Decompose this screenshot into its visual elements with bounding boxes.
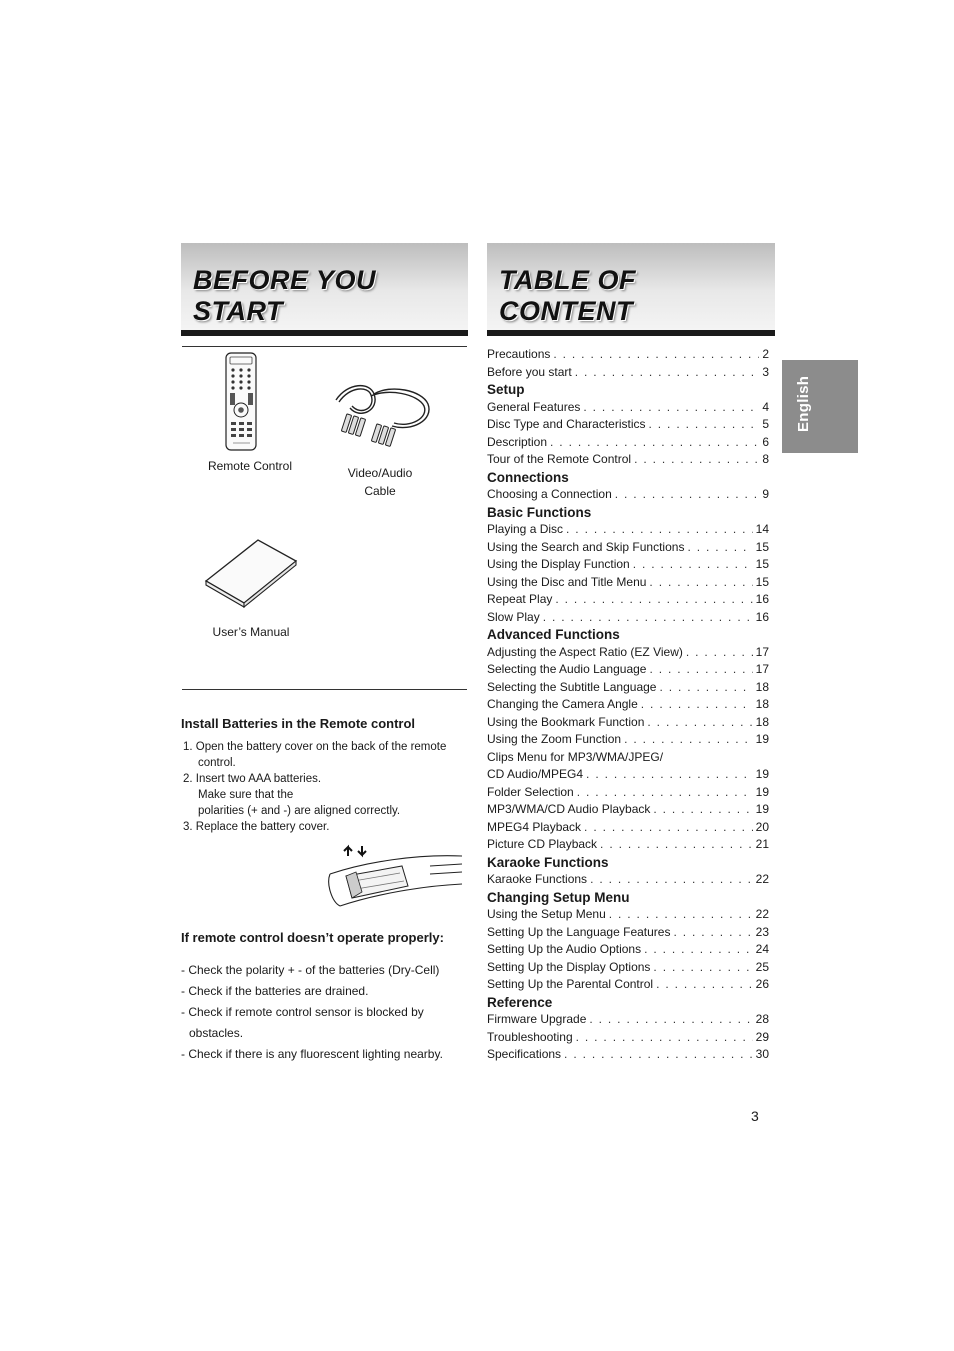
table-of-contents bbox=[487, 346, 769, 1064]
before-you-start-header bbox=[181, 243, 468, 336]
toc-entry[interactable]: Changing the Camera Angle . . . 18 bbox=[487, 696, 769, 714]
toc-group-advanced bbox=[487, 626, 769, 854]
toc-entry[interactable]: Setting Up the Display Options . . . 25 bbox=[487, 959, 769, 977]
toc-entry[interactable]: Clips Menu for MP3/WMA/JPEG/ bbox=[487, 749, 664, 764]
toc-group-title: Karaoke Functions bbox=[487, 854, 609, 870]
toc-entry[interactable]: Adjusting the Aspect Ratio (EZ View) . . . 17 bbox=[487, 644, 769, 662]
remote-control-caption: Remote Control bbox=[207, 459, 293, 473]
install-step: control. bbox=[198, 757, 236, 769]
toc-entry[interactable]: Setting Up the Audio Options . . . 24 bbox=[487, 941, 769, 959]
toc-group-title: Basic Functions bbox=[487, 504, 592, 520]
toc-entry[interactable]: Precautions . . . 2 bbox=[487, 346, 769, 364]
toc-group-reference bbox=[487, 994, 769, 1064]
toc-entry[interactable]: Using the Bookmark Function . . . 18 bbox=[487, 714, 769, 732]
toc-entry[interactable]: Before you start . . . 3 bbox=[487, 364, 769, 382]
accessories-top-rule bbox=[182, 346, 467, 347]
install-batteries-heading: Install Batteries in the Remote control bbox=[181, 716, 416, 731]
video-audio-cable-caption: Video/Audio Cable bbox=[347, 466, 413, 498]
toc-entry[interactable]: Repeat Play . . . 16 bbox=[487, 591, 769, 609]
toc-entry[interactable]: MP3/WMA/CD Audio Playback . . . 19 bbox=[487, 801, 769, 819]
toc-group-title: Changing Setup Menu bbox=[487, 889, 630, 905]
toc-group-setup bbox=[487, 381, 769, 469]
table-of-content-title: TABLE OF CONTENT bbox=[499, 265, 636, 326]
toc-group-basic bbox=[487, 504, 769, 627]
toc-group-setup-menu bbox=[487, 889, 769, 994]
toc-entry[interactable]: CD Audio/MPEG4 . . . 19 bbox=[487, 766, 769, 784]
toc-entry[interactable]: Troubleshooting . . . 29 bbox=[487, 1029, 769, 1047]
language-tab-label: English bbox=[795, 375, 812, 432]
remote-trouble-list bbox=[181, 960, 471, 1065]
toc-entry[interactable]: Disc Type and Characteristics . . . 5 bbox=[487, 416, 769, 434]
trouble-item: - Check if there is any fluorescent lighting nearby. bbox=[181, 1047, 443, 1061]
language-tab bbox=[782, 360, 858, 453]
toc-entry[interactable]: Tour of the Remote Control . . . 8 bbox=[487, 451, 769, 469]
install-step: Make sure that the bbox=[198, 789, 294, 801]
toc-entry[interactable]: Selecting the Audio Language . . . 17 bbox=[487, 661, 769, 679]
toc-entry[interactable]: Using the Zoom Function . . . 19 bbox=[487, 731, 769, 749]
toc-entry[interactable]: Karaoke Functions . . . 22 bbox=[487, 871, 769, 889]
remote-trouble-heading: If remote control doesn’t operate properly: bbox=[181, 930, 444, 945]
install-step: 3. Replace the battery cover. bbox=[183, 821, 330, 833]
toc-entry[interactable]: Slow Play . . . 16 bbox=[487, 609, 769, 627]
trouble-item: - Check if remote control sensor is blocked by bbox=[181, 1005, 424, 1019]
trouble-item: - Check if the batteries are drained. bbox=[181, 984, 369, 998]
toc-group-connections bbox=[487, 469, 769, 504]
toc-intro-group bbox=[487, 346, 769, 381]
toc-group-title: Advanced Functions bbox=[487, 627, 620, 642]
install-step: 2. Insert two AAA batteries. bbox=[183, 773, 322, 785]
install-step: polarities (+ and -) are aligned correctly. bbox=[198, 805, 401, 817]
table-of-content-header bbox=[487, 243, 775, 336]
accessories-bottom-rule bbox=[182, 689, 467, 690]
install-step: 1. Open the battery cover on the back of the remote bbox=[183, 741, 447, 753]
toc-entry[interactable]: Selecting the Subtitle Language . . . 18 bbox=[487, 679, 769, 697]
toc-entry[interactable]: Picture CD Playback . . . 21 bbox=[487, 836, 769, 854]
trouble-item: - Check the polarity + - of the batteries (Dry-Cell) bbox=[181, 963, 440, 977]
before-you-start-title: BEFORE YOU START bbox=[193, 265, 377, 326]
toc-entry[interactable]: Specifications . . . 30 bbox=[487, 1046, 769, 1064]
toc-entry[interactable]: Using the Disc and Title Menu . . . 15 bbox=[487, 574, 769, 592]
toc-group-title: Setup bbox=[487, 382, 525, 397]
toc-entry[interactable]: Playing a Disc . . . 14 bbox=[487, 521, 769, 539]
toc-group-title: Reference bbox=[487, 994, 553, 1010]
toc-group-karaoke bbox=[487, 854, 769, 889]
toc-entry[interactable]: MPEG4 Playback . . . 20 bbox=[487, 819, 769, 837]
users-manual-illustration bbox=[204, 539, 298, 607]
remote-control-illustration bbox=[224, 352, 260, 452]
page-number: 3 bbox=[751, 1108, 759, 1124]
toc-entry[interactable]: Folder Selection . . . 19 bbox=[487, 784, 769, 802]
trouble-item: obstacles. bbox=[189, 1026, 244, 1040]
toc-entry[interactable]: Choosing a Connection . . . 9 bbox=[487, 486, 769, 504]
toc-entry[interactable]: General Features . . . 4 bbox=[487, 399, 769, 417]
video-audio-cable-illustration bbox=[330, 380, 434, 450]
toc-entry[interactable]: Using the Search and Skip Functions . . . 15 bbox=[487, 539, 769, 557]
toc-entry[interactable]: Firmware Upgrade . . . 28 bbox=[487, 1011, 769, 1029]
toc-entry[interactable]: Using the Setup Menu . . . 22 bbox=[487, 906, 769, 924]
toc-entry[interactable]: Setting Up the Language Features . . . 23 bbox=[487, 924, 769, 942]
toc-entry[interactable]: Description . . . 6 bbox=[487, 434, 769, 452]
users-manual-caption: User’s Manual bbox=[212, 625, 290, 639]
toc-entry[interactable]: Setting Up the Parental Control . . . 26 bbox=[487, 976, 769, 994]
install-steps-list bbox=[183, 739, 473, 835]
battery-cover-illustration bbox=[326, 844, 464, 916]
toc-group-title: Connections bbox=[487, 469, 569, 485]
toc-entry[interactable]: Using the Display Function . . . 15 bbox=[487, 556, 769, 574]
